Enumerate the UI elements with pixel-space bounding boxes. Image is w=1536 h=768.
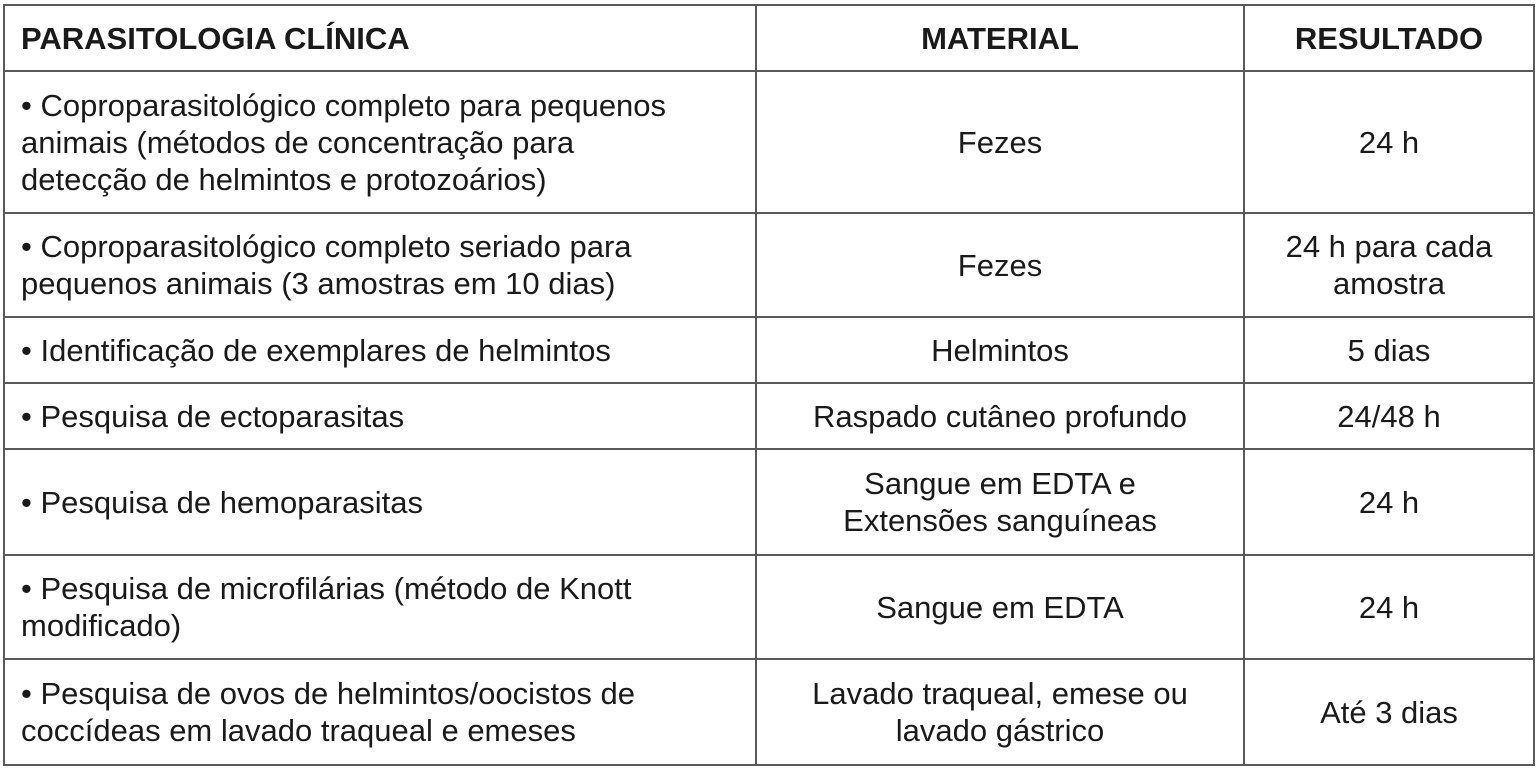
exam-cell: • Coproparasitológico completo seriado para pequenos animais (3 amostras em 10 dias) [4,213,756,317]
result-cell: 24 h para cada amostra [1244,213,1534,317]
material-cell: Raspado cutâneo profundo [756,383,1244,449]
table-row [4,213,1534,317]
exam-cell: • Pesquisa de ectoparasitas [4,383,756,449]
table-row [4,449,1534,555]
table-row [4,383,1534,449]
exam-cell: • Pesquisa de hemoparasitas [4,449,756,555]
material-cell: Fezes [756,213,1244,317]
table-row [4,317,1534,383]
result-cell: Até 3 dias [1244,659,1534,765]
material-cell: Sangue em EDTA e Extensões sanguíneas [756,449,1244,555]
material-cell: Lavado traqueal, emese ou lavado gástrico [756,659,1244,765]
exam-cell: • Coproparasitológico completo para pequenos animais (métodos de concentração para detecção de helmintos e protozoários) [4,71,756,213]
table-row [4,555,1534,659]
header-exam: PARASITOLOGIA CLÍNICA [4,5,756,71]
table-row [4,659,1534,765]
table-header-row [4,5,1534,71]
exam-cell: • Identificação de exemplares de helmintos [4,317,756,383]
material-cell: Helmintos [756,317,1244,383]
header-result: RESULTADO [1244,5,1534,71]
header-material: MATERIAL [756,5,1244,71]
material-cell: Fezes [756,71,1244,213]
material-cell: Sangue em EDTA [756,555,1244,659]
exam-cell: • Pesquisa de microfilárias (método de Knott modificado) [4,555,756,659]
result-cell: 5 dias [1244,317,1534,383]
table-row [4,71,1534,213]
result-cell: 24/48 h [1244,383,1534,449]
result-cell: 24 h [1244,555,1534,659]
exam-cell: • Pesquisa de ovos de helmintos/oocistos de coccídeas em lavado traqueal e emeses [4,659,756,765]
parasitology-table [3,4,1535,766]
result-cell: 24 h [1244,71,1534,213]
result-cell: 24 h [1244,449,1534,555]
exam-table-container [3,4,1533,766]
